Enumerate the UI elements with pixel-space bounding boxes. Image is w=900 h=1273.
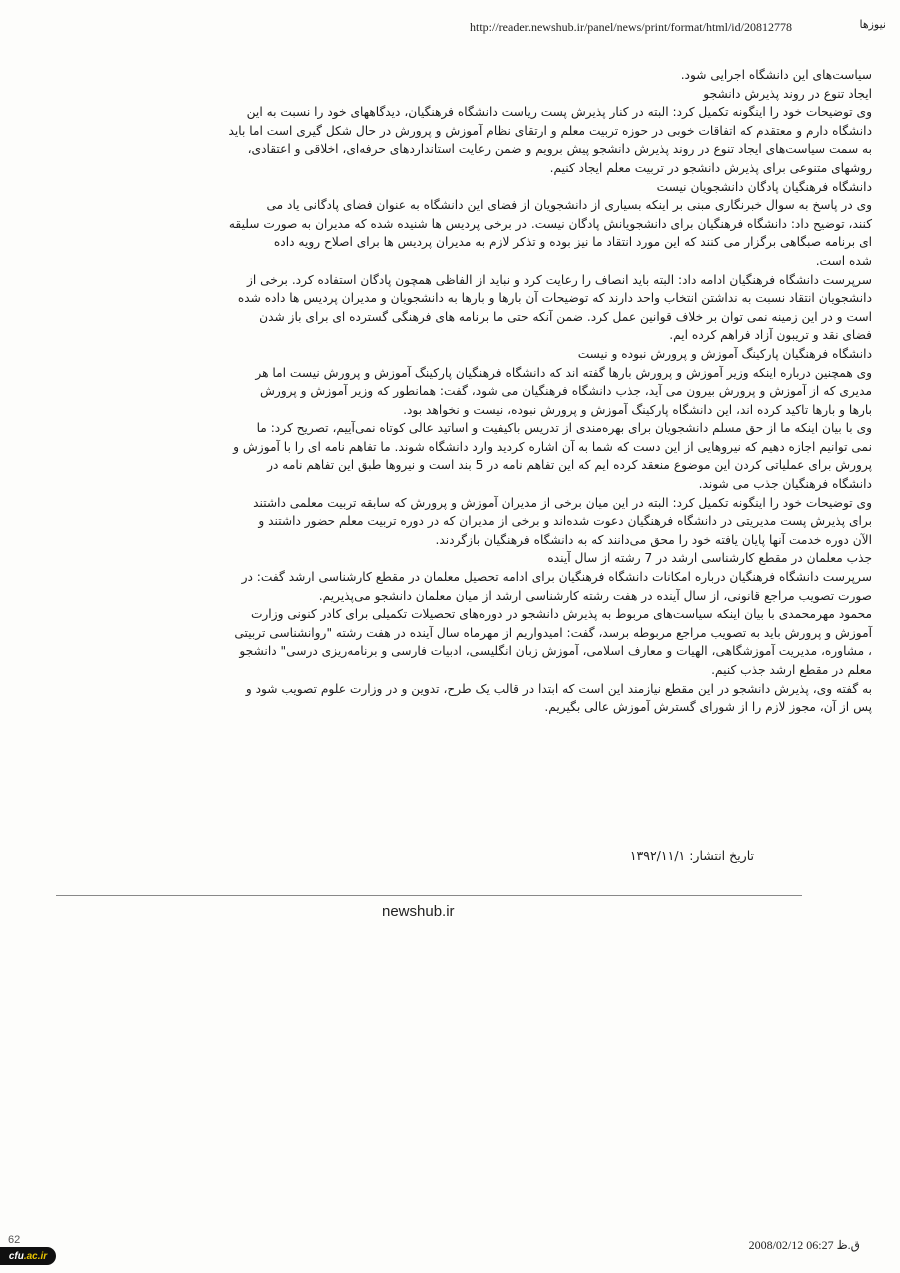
article-line: سیاست‌های این دانشگاه اجرایی شود.	[680, 68, 872, 82]
article-line: وی توضیحات خود را اینگونه تکمیل کرد: البته در این میان برخی از مدیران آموزش و پرورش که سابقه تربیت معلمی داشتند	[253, 495, 872, 510]
article-line: فضای نقد و تریبون آزاد فراهم کرده ایم.	[669, 328, 872, 343]
article-line: شده است.	[815, 253, 872, 268]
logo-prefix: cfu	[8, 1250, 24, 1262]
article-line: است و در این زمینه نمی توان بر خلاف قوانین عمل کرد. ضمن آنکه حتی ما برنامه های فرهنگی گسترده ای برای باز شدن	[259, 309, 872, 324]
article-line: وی توضیحات خود را اینگونه تکمیل کرد: البته در کنار پذیرش پست ریاست دانشگاه فرهنگیان، دیدگاههای خود را نسبت به این	[246, 105, 872, 120]
site-label: نیوزها	[859, 18, 886, 31]
article-line: جذب معلمان در مقطع کارشناسی ارشد در 7 رشته از سال آینده	[547, 551, 872, 566]
footer-divider	[56, 895, 802, 896]
article-line: دانشگاه دارم و معتقدم که اتفاقات خوبی در حوزه تربیت معلم و ارتقای نظام آموزش و پرورش در حال شکل گیری است اما باید	[228, 123, 872, 138]
article-line: معلم در مقطع ارشد جذب کنیم.	[711, 663, 872, 677]
article-line: وی با بیان اینکه ما از حق مسلم دانشجویان برای بهره‌مندی از تدریس باکیفیت و اساتید عالی کوتاه نمی‌آییم، تصریح کرد: ما	[256, 421, 872, 436]
article-line: دانشگاه فرهنگیان پادگان دانشجویان نیست	[656, 179, 872, 194]
article-line: پس از آن، مجوز لازم را از شورای گسترش آموزش عالی بگیریم.	[544, 700, 872, 715]
article-line: به گفته وی، پذیرش دانشجو در این مقطع نیازمند این است که ابتدا در قالب یک طرح، تدوین و در وزارت علوم تصویب شود و	[245, 681, 872, 696]
article-line: ایجاد تنوع در روند پذیرش دانشجو	[703, 86, 872, 101]
article-line: الآن دوره خدمت آنها پایان یافته خود را محق می‌دانند که به دانشگاه فرهنگیان بازگردند.	[435, 532, 872, 547]
publish-date: تاریخ انتشار: ۱۳۹۲/۱۱/۱	[629, 848, 754, 863]
article-line: ، مشاوره، مدیریت آموزشگاهی، الهیات و معارف اسلامی، آموزش زبان انگلیسی، ادبیات فارسی و برنامه‌ریزی درسی" دانشجو	[239, 644, 872, 659]
article-line: دانشگاه فرهنگیان پارکینگ آموزش و پرورش نبوده و نیست	[577, 346, 872, 361]
article-body	[54, 66, 872, 717]
article-line: روشهای متنوعی برای پذیرش دانشجو در تربیت معلم ایجاد کنیم.	[549, 160, 872, 175]
article-line: به سمت سیاست‌های ایجاد تنوع در روند پذیرش دانشجو پیش برویم و ضمن رعایت استانداردهای حرفه‌ای، اخلاقی و اعتقادی،	[247, 142, 872, 157]
article-line: سرپرست دانشگاه فرهنگیان ادامه داد: البته باید انصاف را رعایت کرد و نباید از الفاظی همچون پادگان استفاده کرد. برخی از	[246, 272, 872, 287]
article-line: صورت تصویب مراجع قانونی، از سال آینده در هفت رشته کارشناسی ارشد از میان معلمان دانشجو می‌پذیریم.	[318, 588, 872, 603]
article-line: بارها و بارها تاکید کرده اند، این دانشگاه پارکینگ آموزش و پرورش نبوده، نیست و نخواهد بود.	[403, 402, 872, 417]
cfu-logo	[0, 1247, 56, 1265]
site-name: newshub.ir	[382, 903, 455, 920]
article-line: محمود مهرمحمدی با بیان اینکه سیاست‌های مربوط به پذیرش دانشجو در دوره‌های تحصیلات تکمیلی برای کادر کنونی وزارت	[250, 607, 872, 622]
article-line: سرپرست دانشگاه فرهنگیان درباره امکانات دانشگاه فرهنگیان برای ادامه تحصیل معلمان در مقطع کارشناسی ارشد گفت: در	[241, 570, 872, 585]
article-line: وی در پاسخ به سوال خبرنگاری مبنی بر اینکه بسیاری از دانشجویان از فضای این دانشگاه به عنوان فضای پادگانی یاد می	[266, 198, 872, 213]
article-line: وی همچنین درباره اینکه وزیر آموزش و پرورش بارها گفته اند که دانشگاه فرهنگیان پارکینگ آموزش و پرورش نیست اما هر	[255, 365, 872, 380]
page-number: 62	[8, 1234, 21, 1246]
article-line: آموزش و پرورش باید به تصویب مراجع مربوطه برسد، گفت: امیدواریم از مهرماه سال آینده در هفت رشته "روانشناسی تربیتی	[234, 625, 872, 640]
article-line: پرورش برای عملیاتی کردن این موضوع منعقد کرده ایم که این تفاهم نامه در 5 بند است و نیروها طبق این تفاهم نامه در	[267, 458, 872, 473]
article-line: برای پذیرش پست مدیریتی در دانشگاه فرهنگیان دعوت شده‌اند و برخی از مدیران که در دوره تربیت معلم حضور داشتند و	[258, 514, 872, 529]
print-datetime: ق.ظ 06:27 2008/02/12	[748, 1238, 860, 1252]
article-line: کنند، توضیح داد: دانشگاه فرهنگیان برای دانشجویانش پادگان نیست. در برخی پردیس ها شنیده شده که مدیران به صورت سلیقه	[228, 216, 872, 231]
article-line: دانشگاه فرهنگیان جذب می شوند.	[698, 477, 872, 492]
article-line: مدیری که از آموزش و پرورش بیرون می آید، جذب دانشگاه فرهنگیان می شود، گفت: همانطور که وزیر آموزش و پرورش	[260, 384, 872, 399]
article-line: دانشجویان انتقاد نسبت به نداشتن انتخاب واحد دارند که توضیحات آن بارها و بارها به دانشجویان و مدیران پردیس ها داده شده	[237, 291, 872, 306]
article-line: ای برنامه صبگاهی برگزار می کنند که این مورد انتقاد ما نیز بوده و تذکر لازم به مدیران پردیس ها برای اصلاح رویه داده	[273, 235, 872, 250]
article-line: نمی توانیم اجازه دهیم که نیروهایی از این دست که شما به آن اشاره کردید وارد دانشگاه شوند. ما تفاهم نامه ای را با آموزش و	[233, 439, 872, 454]
page-url: http://reader.newshub.ir/panel/news/print/format/html/id/20812778	[470, 20, 792, 34]
logo-suffix: .ac.ir	[23, 1250, 48, 1262]
